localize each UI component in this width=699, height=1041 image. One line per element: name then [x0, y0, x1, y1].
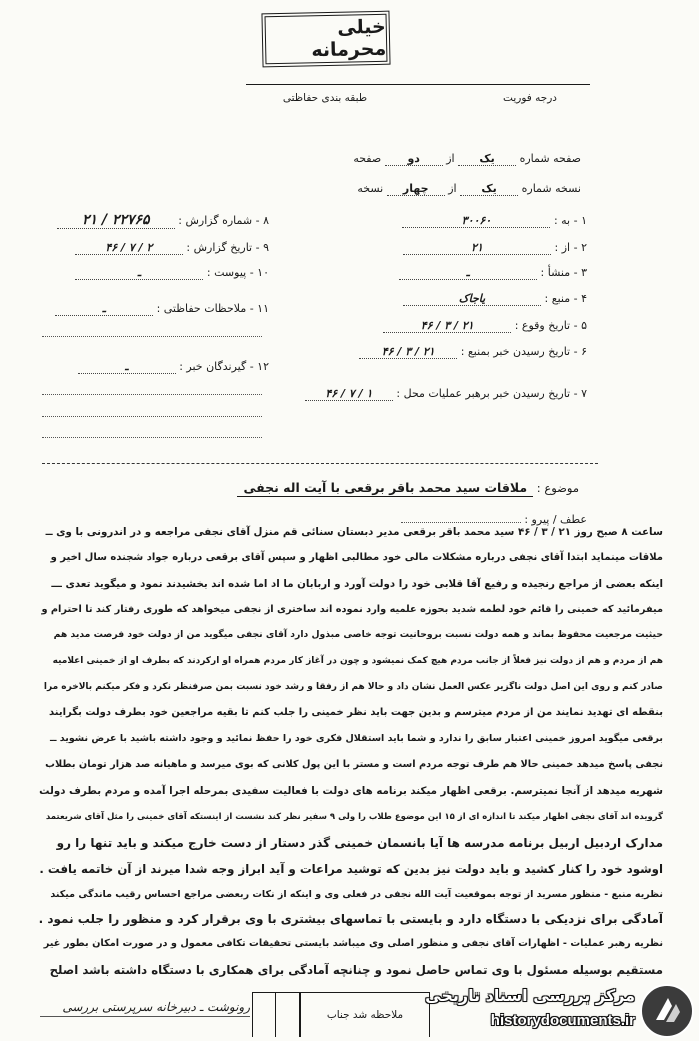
- body-line: حیثیت مرجعیت محفوظ بماند و همه دولت نسبت بروحانیت توجه خاصی مبذول دارد آقای نجفی میگوید من از دولت خود فرصت مدید هم: [53, 629, 663, 640]
- body-line: اینکه بعضی از مراجع رنجیده و رفیع آقا قلابی خود را دولت آورد و اربابان ما اد اما شده اند بخشیدند نمود و میگوید تعدی ـــ: [51, 578, 663, 590]
- field-report-date: [75, 241, 269, 255]
- field-label: ۸ - شماره گزارش :: [178, 214, 269, 227]
- footer-remark-box: ملاحظه شد جناب: [300, 992, 430, 1037]
- field-label: ۴ - منبع :: [544, 292, 587, 305]
- body-line: نجفی پاسخ میدهد خمینی حالا هم طرف توجه مردم است و مستر با این پول کلانی که بوی میرسد و ماهیانه صد هزار تومان بطلاب: [45, 759, 663, 770]
- field-label: ۲ - از :: [554, 241, 587, 254]
- body-line: مستقیم بوسیله مسئول با وی تماس حاصل نمود و چنانچه آمادگی برای همکاری با دستگاه داشته باشد اصلح: [49, 963, 663, 977]
- subject-label: موضوع :: [536, 481, 579, 495]
- field-source: [403, 292, 587, 306]
- watermark-url: historydocuments.ir: [490, 1012, 635, 1029]
- field-attachment: [75, 266, 269, 280]
- field-label: ۱ - به :: [553, 214, 587, 227]
- reference-label: عطف / پیرو :: [524, 513, 587, 526]
- field-value: ۲۱ / ۳ / ۴۶: [359, 345, 457, 359]
- field-value: یاجاک: [403, 292, 541, 306]
- field-from: [403, 241, 587, 255]
- field-label: ۶ - تاریخ رسیدن خبر بمنبع :: [460, 345, 587, 358]
- body-line: اوشود خود را کنار کشید و باید دولت نیز بدین که توشید مراعات و آید ابراز وجه شدا میرند از آن خاتمه یافت .: [39, 862, 663, 876]
- header-rule: [246, 84, 590, 85]
- field-origin: [399, 266, 587, 280]
- body-line: مدارک اردبیل اربیل برنامه مدرسه ها آیا بانسمان خمینی گذر دستار از دست خارج میکند و باید تنها را رو: [56, 836, 663, 850]
- body-line: نظریه رهبر عملیات - اظهارات آقای نجفی و منظور اصلی وی میباشد بایستی تحقیقات تکافی معمول و در صورت امکان بطور غیر: [43, 938, 663, 949]
- copy-value: یک: [460, 182, 518, 196]
- field-operations-received-date: [305, 387, 587, 401]
- copy-number-line: [357, 182, 581, 196]
- field-label: ۷ - تاریخ رسیدن خبر برهبر عملیات محل :: [396, 387, 587, 400]
- field-label: ۹ - تاریخ گزارش :: [186, 241, 269, 254]
- priority-label: درجه فوریت: [503, 92, 557, 104]
- field-value: ۱ / ۷ / ۴۶: [305, 387, 393, 401]
- body-line: برقعی میگوید امروز خمینی اعتبار سابق را ندارد و شما باید استقلال فکری خود را حفظ نمائید و وجود داشته باشید با عرض نشوید ــ: [49, 733, 663, 744]
- field-value: ـ: [78, 360, 176, 374]
- copy-total: چهار: [387, 182, 445, 196]
- body-line: شهریه میدهد از آنجا نمیترسم. برقعی اظهار میکند برنامه های دولت با فعالیت سفیدی بمرحله اجرا آمده و مردم بطرف دولت: [39, 785, 663, 797]
- classification-label: طبقه بندی حفاظتی: [282, 92, 368, 104]
- archive-logo-icon: [640, 984, 694, 1038]
- field-label: ۱۱ - ملاحظات حفاظتی :: [156, 302, 269, 315]
- page-of-label: از: [446, 152, 455, 165]
- handwritten-copy-note: رونوشت ـ دبیرخانه سرپرستی بررسی: [40, 1000, 250, 1017]
- section-separator: [42, 463, 598, 464]
- field-label: ۱۰ - پیوست :: [206, 266, 269, 279]
- copy-of-label: از: [448, 182, 457, 195]
- watermark-title: مرکز بررسی اسناد تاریخی: [425, 986, 635, 1005]
- field-security-notes: [55, 302, 269, 316]
- subject-line: [237, 480, 579, 495]
- body-line: بنقطه ای تهدید نمایند من از مردم میترسم و بدین جهت باید نظر خمینی را جلب کنم تا بقیه مراجعین خود بطرف دولت بگرایند: [49, 707, 663, 718]
- field-report-number: [57, 212, 269, 229]
- classification-stamp: خیلی محرمانه: [261, 11, 390, 68]
- body-line: هم از مردم و هم از دولت نیز فعلاً از جانب مردم هیچ کمک نمیشود و چون در آغاز کار مردم همراه او ارکردند که بطرف او از خمینی اعلامیه: [52, 656, 663, 666]
- blank-line: [42, 394, 262, 395]
- page-label: صفحه شماره: [519, 152, 581, 165]
- footer-table-cell: [252, 992, 300, 1037]
- field-label: ۵ - تاریخ وقوع :: [514, 319, 587, 332]
- page-unit: صفحه: [353, 152, 382, 165]
- field-value: ـ: [399, 266, 537, 280]
- field-source-received-date: [359, 345, 587, 359]
- body-line: ساعت ۸ صبح روز ۲۱ / ۳ / ۴۶ سید محمد باقر برقعی مدیر دبستان سنائی قم منزل آقای نجفی مراجعه و در اندرونی با وی ــ: [45, 526, 663, 538]
- blank-line: [42, 437, 262, 438]
- body-line: ملاقات مینماید ابتدا آقای نجفی درباره مشکلات مالی خود مطالبی اظهار و سپس آقای برقعی درباره جواد شجنده سال اخیر و: [50, 552, 663, 563]
- field-value: ـ: [75, 266, 203, 280]
- field-recipients: [78, 360, 269, 374]
- field-event-date: [383, 319, 587, 333]
- blank-line: [42, 336, 262, 337]
- field-label: ۳ - منشأ :: [540, 266, 587, 279]
- field-label: ۱۲ - گیرندگان خبر :: [179, 360, 269, 373]
- body-line: میفرمائید که خمینی را قائم خود لطمه شدید بحوزه علمیه وارد نموده اند ساختری از نجفی میخواهد که طوری رفتار کند تا احترام و: [41, 604, 663, 615]
- body-line: صادر کنم و روی این اصل دولت ناگزیر عکس العمل نشان داد و حالا هم از رفقا و رشد خود نسبت بمن صرفنظر نکرد و فکر میکنم بالاخره مرا: [43, 682, 663, 692]
- field-value: ۳۰۰۶۰: [402, 214, 550, 228]
- page-number-line: [353, 152, 581, 166]
- field-value: ۲۱ / ۳ / ۴۶: [383, 319, 511, 333]
- field-value: ۲۱: [403, 241, 551, 255]
- blank-line: [42, 416, 262, 417]
- field-value: ـ: [55, 302, 153, 316]
- body-line: گرویده اند آقای نجفی اظهار میکند تا اندازه ای از ۱۵ این موضوع طلاب را ولی ۹ سفیر نظر کند نشست از اینستکه آقای خمینی را مثل آقای شریعتمد: [45, 812, 663, 822]
- field-to: [402, 214, 587, 228]
- field-value: ۲۲۷۶۵ / ۲۱: [57, 212, 175, 229]
- body-line: آمادگی برای نزدیکی با دستگاه دارد و بایستی با تماسهای بیشتری با وی برقرار کرد و منظور را جلب نمود .: [39, 912, 663, 926]
- subject-value: ملاقات سید محمد باقر برقعی با آیت اله نجفی: [237, 480, 533, 497]
- page-value: یک: [458, 152, 516, 166]
- copy-label: نسخه شماره: [521, 182, 581, 195]
- page-total: دو: [385, 152, 443, 166]
- field-value: ۲ / ۷ / ۴۶: [75, 241, 183, 255]
- body-line: نظریه منبع - منظور مسرید از توجه بموقعیت آیت الله نجفی در فعلی وی و اینکه از نکات ربعضی مراجع احساس رقیب ماندگی میکند: [50, 889, 663, 900]
- copy-unit: نسخه: [357, 182, 384, 195]
